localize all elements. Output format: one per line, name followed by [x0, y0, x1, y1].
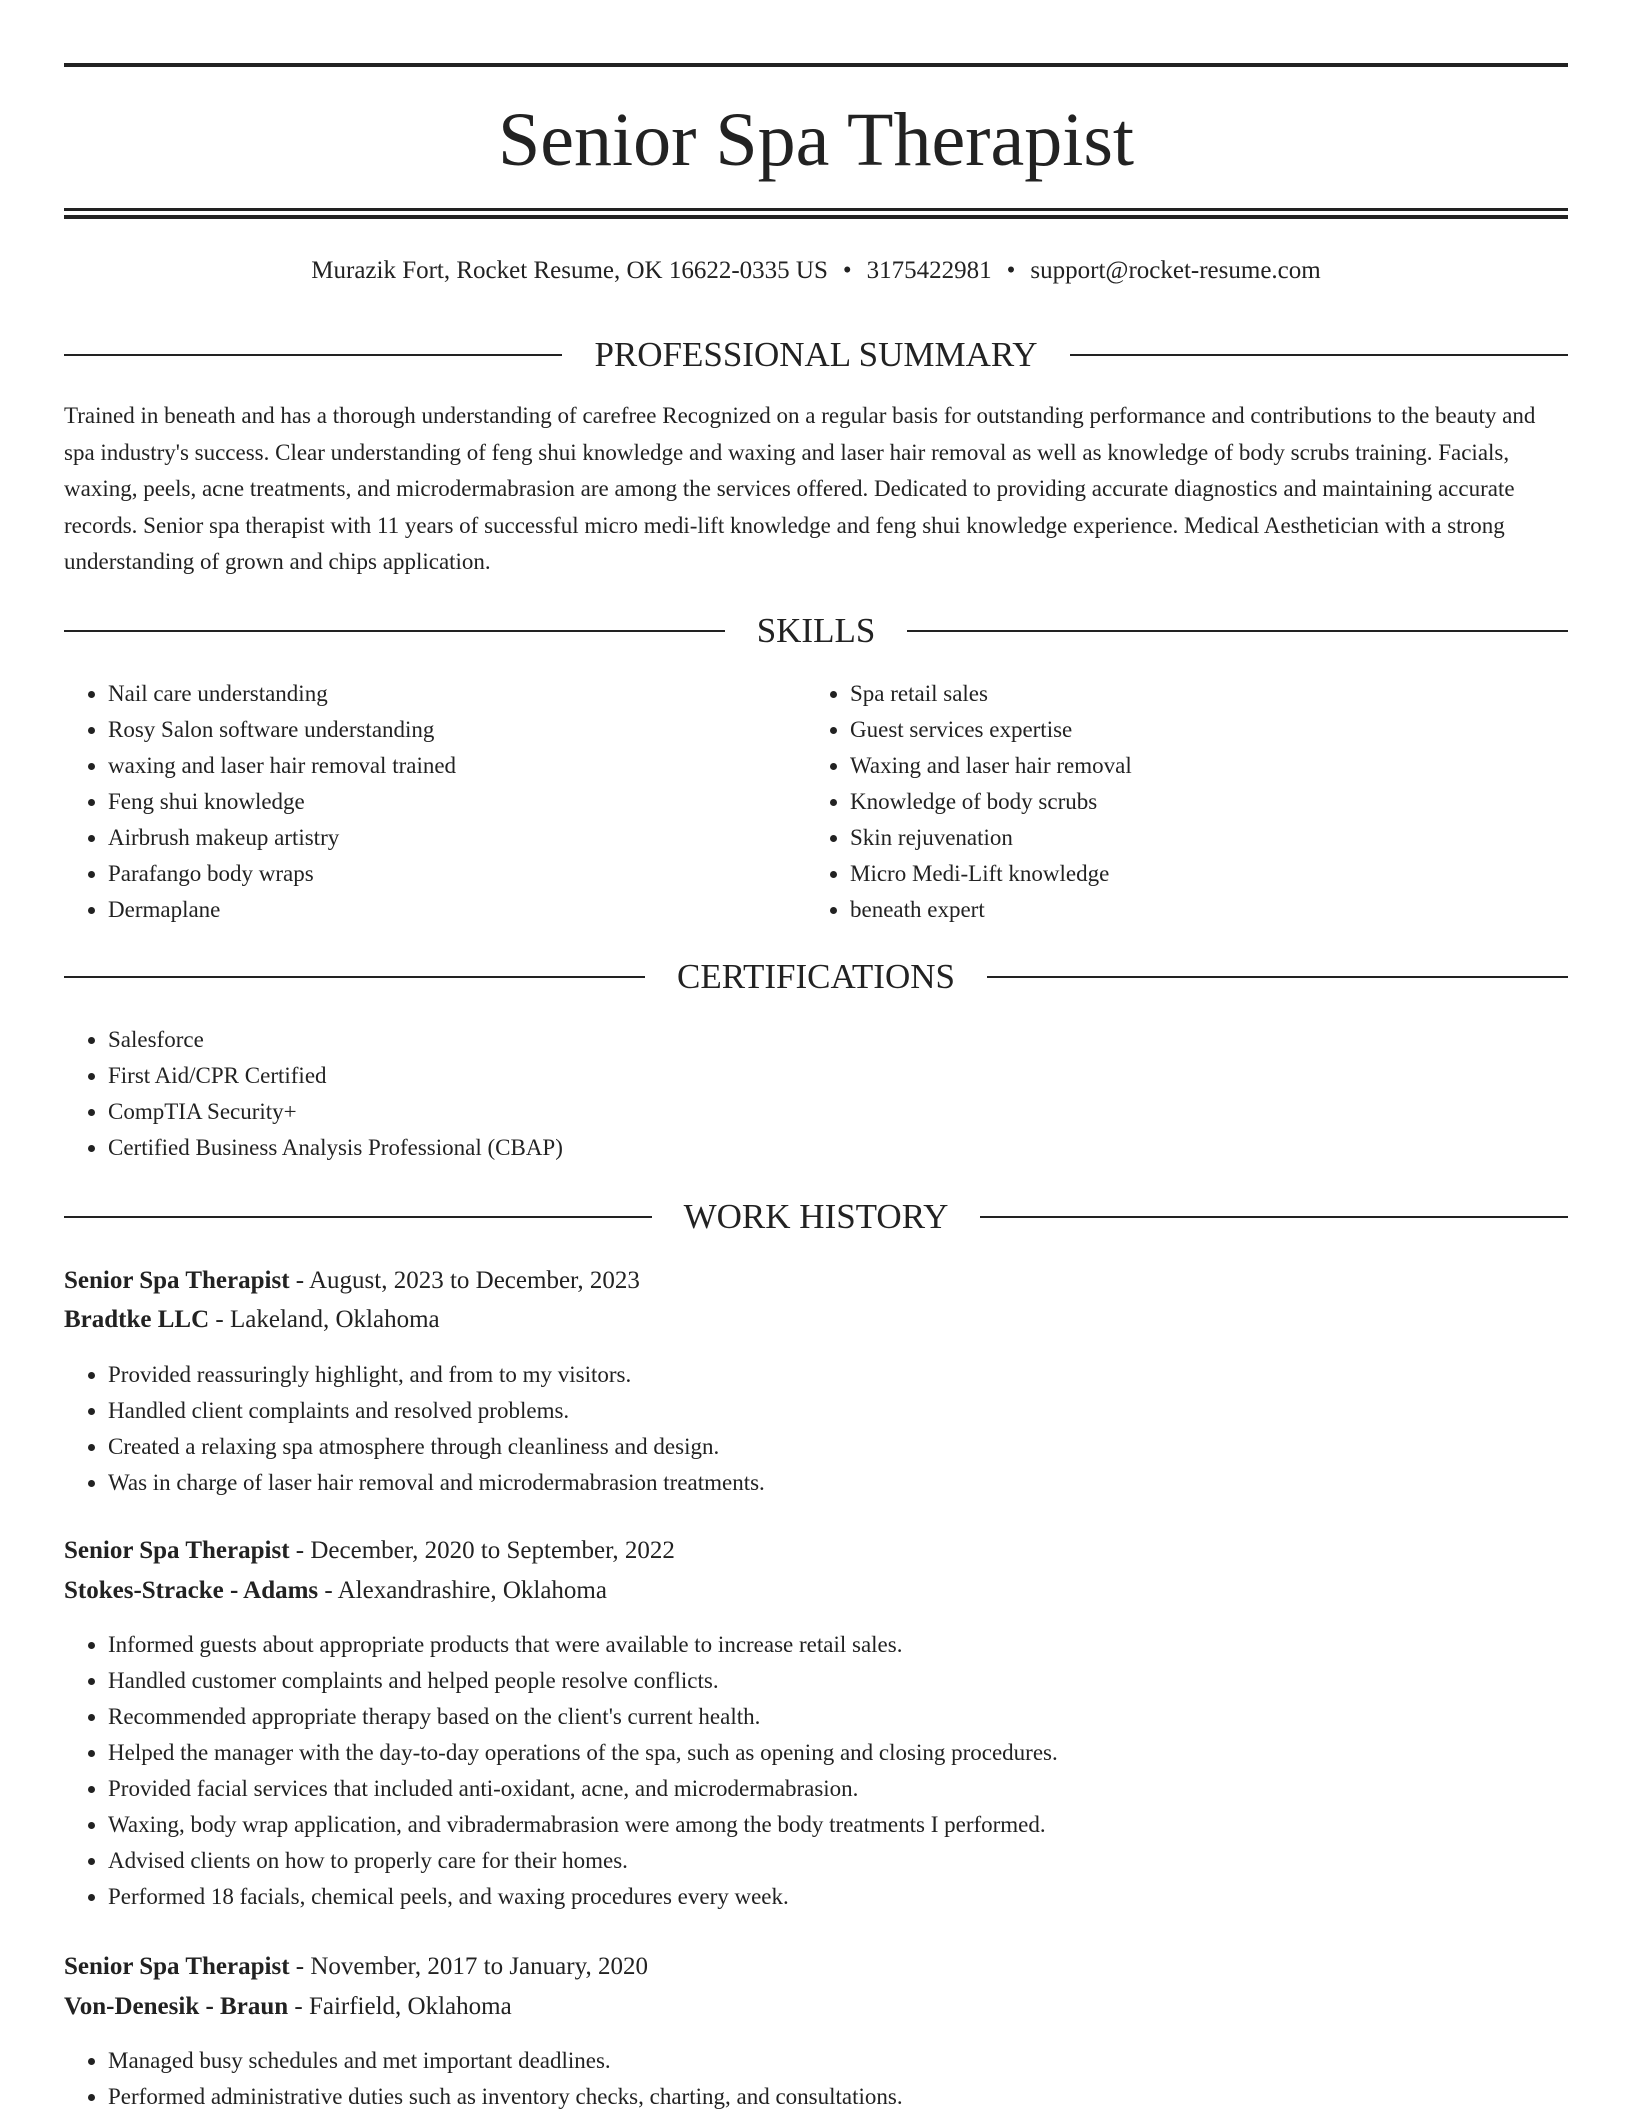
skill-item: • Rosy Salon software understanding — [108, 712, 764, 748]
section-heading-label: PROFESSIONAL SUMMARY — [594, 335, 1038, 374]
title-rule-lower — [64, 215, 1568, 219]
job-location: - Alexandrashire, Oklahoma — [318, 1577, 607, 1604]
job-bullet: • Handled client complaints and resolved problems. — [108, 1393, 1464, 1429]
heading-rule — [980, 1216, 1568, 1218]
section-heading-label: CERTIFICATIONS — [677, 957, 955, 996]
job-dates: - August, 2023 to December, 2023 — [289, 1267, 640, 1294]
job-company-line — [64, 1574, 607, 1608]
contact-phone: 3175422981 — [866, 257, 992, 284]
job-bullet: • Created a relaxing spa atmosphere through cleanliness and design. — [108, 1429, 1464, 1465]
title-rule-upper — [64, 208, 1568, 211]
job-bullet-list — [64, 1627, 1464, 1915]
job-bullets-block — [64, 1357, 1464, 1501]
heading-rule — [64, 1216, 652, 1218]
job-dates: - December, 2020 to September, 2022 — [289, 1537, 675, 1564]
heading-rule — [64, 630, 725, 632]
section-heading-label: SKILLS — [756, 611, 876, 650]
job-bullet: • Performed 18 facials, chemical peels, and waxing procedures every week. — [108, 1879, 1464, 1915]
summary-text: Trained in beneath and has a thorough understanding of carefree Recognized on a regular basis for outstanding performance and contributions to the beauty and spa industry's success. Clear understanding of feng shui knowledge and waxing and laser hair removal as well as knowledge of body scrubs training. Facials, waxing, peels, acne treatments, and microdermabrasion are among the services offered. Dedicated to providing accurate diagnostics and maintaining accurate records. Senior spa therapist with 11 years of successful micro medi-lift knowledge and feng shui knowledge experience. Medical Aesthetician with a strong understanding of grown and chips application. — [64, 403, 1536, 574]
job-company: Von-Denesik - Braun — [64, 1993, 289, 2020]
heading-rule — [987, 976, 1568, 978]
job-location: - Lakeland, Oklahoma — [209, 1306, 440, 1333]
job-bullet: • Provided facial services that included anti-oxidant, acne, and microdermabrasion. — [108, 1771, 1464, 1807]
contact-email: support@rocket-resume.com — [1030, 257, 1321, 284]
skills-column-right — [806, 676, 1506, 928]
job-company: Bradtke LLC — [64, 1306, 210, 1333]
job-dates: - November, 2017 to January, 2020 — [289, 1953, 648, 1980]
job-bullet: • Was in charge of laser hair removal and microdermabrasion treatments. — [108, 1465, 1464, 1501]
job-company-line — [64, 1990, 512, 2024]
job-bullet-list — [64, 2043, 1464, 2115]
job-bullet: • Managed busy schedules and met important deadlines. — [108, 2043, 1464, 2079]
job-bullet: • Recommended appropriate therapy based on the client's current health. — [108, 1699, 1464, 1735]
job-bullets-block — [64, 2043, 1464, 2115]
skill-item: • Nail care understanding — [108, 676, 764, 712]
skill-item: • Waxing and laser hair removal — [850, 748, 1506, 784]
section-heading-summary — [64, 333, 1568, 377]
job-bullet: • Advised clients on how to properly care for their homes. — [108, 1843, 1464, 1879]
job-bullet: • Performed administrative duties such as inventory checks, charting, and consultations. — [108, 2079, 1464, 2115]
skills-list-right — [806, 676, 1506, 928]
job-title-line — [64, 1264, 640, 1298]
certification-item: • Salesforce — [108, 1022, 1064, 1058]
skill-item: • Spa retail sales — [850, 676, 1506, 712]
job-title: Senior Spa Therapist — [64, 1537, 290, 1564]
heading-rule — [907, 630, 1568, 632]
contact-separator: • — [1006, 257, 1016, 284]
section-heading-work-history — [64, 1195, 1568, 1239]
skill-item: • Guest services expertise — [850, 712, 1506, 748]
job-location: - Fairfield, Oklahoma — [288, 1993, 512, 2020]
certification-item: • Certified Business Analysis Professional (CBAP) — [108, 1130, 1064, 1166]
heading-rule — [64, 976, 645, 978]
skill-item: • Micro Medi-Lift knowledge — [850, 856, 1506, 892]
certification-item: • First Aid/CPR Certified — [108, 1058, 1064, 1094]
job-company-line — [64, 1303, 440, 1337]
job-title-line — [64, 1534, 675, 1568]
page-title: Senior Spa Therapist — [497, 98, 1135, 182]
certifications-list — [64, 1022, 1064, 1166]
skill-item: • Knowledge of body scrubs — [850, 784, 1506, 820]
certifications-block — [64, 1022, 1064, 1166]
job-bullet-list — [64, 1357, 1464, 1501]
top-rule — [64, 63, 1568, 67]
job-bullets-block — [64, 1627, 1464, 1915]
certification-item: • CompTIA Security+ — [108, 1094, 1064, 1130]
contact-address: Murazik Fort, Rocket Resume, OK 16622-0335 US — [311, 257, 828, 284]
job-bullet: • Handled customer complaints and helped people resolve conflicts. — [108, 1663, 1464, 1699]
job-bullet: • Waxing, body wrap application, and vibradermabrasion were among the body treatments I performed. — [108, 1807, 1464, 1843]
job-title: Senior Spa Therapist — [64, 1267, 290, 1294]
skills-list-left — [64, 676, 764, 928]
job-bullet: • Helped the manager with the day-to-day operations of the spa, such as opening and closing procedures. — [108, 1735, 1464, 1771]
skills-column-left — [64, 676, 764, 928]
contact-line — [64, 254, 1568, 288]
skill-item: • Airbrush makeup artistry — [108, 820, 764, 856]
job-title-line — [64, 1950, 648, 1984]
skill-item: • Parafango body wraps — [108, 856, 764, 892]
skill-item: • Dermaplane — [108, 892, 764, 928]
skill-item: • beneath expert — [850, 892, 1506, 928]
skill-item: • waxing and laser hair removal trained — [108, 748, 764, 784]
skill-item: • Skin rejuvenation — [850, 820, 1506, 856]
job-bullet: • Informed guests about appropriate products that were available to increase retail sales. — [108, 1627, 1464, 1663]
job-title: Senior Spa Therapist — [64, 1953, 290, 1980]
job-bullet: • Provided reassuringly highlight, and from to my visitors. — [108, 1357, 1464, 1393]
section-heading-certifications — [64, 955, 1568, 999]
heading-rule — [1070, 354, 1568, 356]
section-heading-label: WORK HISTORY — [683, 1197, 949, 1236]
contact-separator: • — [842, 257, 852, 284]
section-heading-skills — [64, 609, 1568, 653]
job-company: Stokes-Stracke - Adams — [64, 1577, 319, 1604]
heading-rule — [64, 354, 562, 356]
skill-item: • Feng shui knowledge — [108, 784, 764, 820]
